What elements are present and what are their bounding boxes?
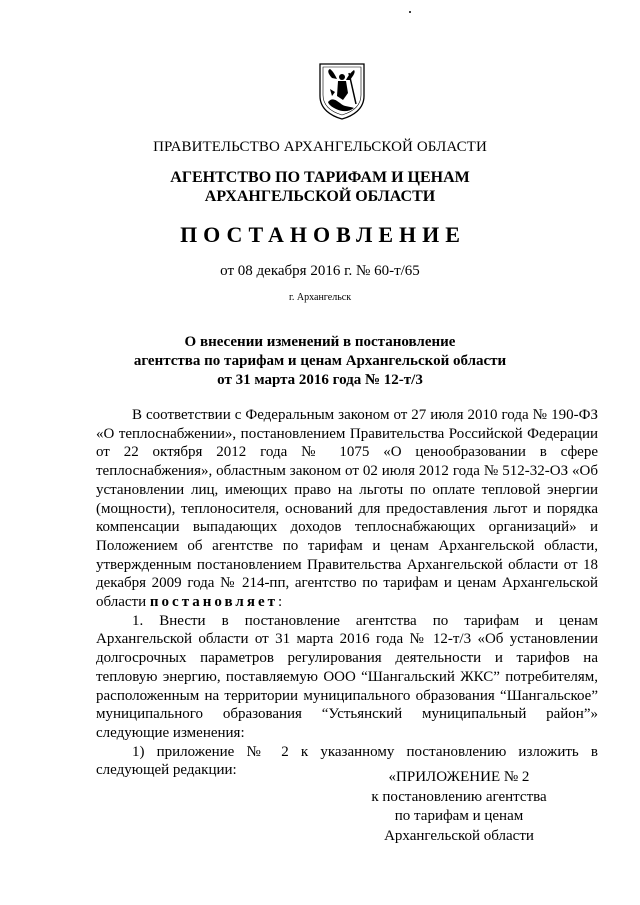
archangel-coat-of-arms-icon (318, 62, 366, 120)
subject-line1: О внесении изменений в постановление (184, 334, 456, 350)
agency-name-line1: АГЕНТСТВО ПО ТАРИФАМ И ЦЕНАМ (170, 169, 470, 186)
agency-name-line2: АРХАНГЕЛЬСКОЙ ОБЛАСТИ (204, 188, 436, 205)
appendix-line4: Архангельской области (384, 827, 534, 844)
decree-keyword: постановляет (149, 594, 278, 611)
preamble-text: В соответствии с Федеральным законом от 27 июля 2010 года № 190-ФЗ «О теплоснабжении», постановлением Правительства Российской Федерации от 22 октября 2012 года № 1075 «О ценообразовании в сфере теплоснабжения», областным законом от 02 июля 2012 года № 512-32-ОЗ «Об установлении лиц, имеющих право на льготы по оплате тепловой энергии (мощности), теплоносителя, оснований для предоставления льгот и порядка компенсации выпадающих доходов теплоснабжающих организаций» и Положением об агентстве по тарифам и ценам Архангельской области, утвержденным постановлением Правительства Архангельской области от 18 декабря 2009 года № 214-пп, агентство по тарифам и ценам Архангельской области (96, 407, 598, 611)
appendix-line1: «ПРИЛОЖЕНИЕ № 2 (388, 769, 530, 785)
document-date-number: от 08 декабря 2016 г. № 60-т/65 (220, 263, 420, 279)
clause-1-paragraph: 1. Внести в постановление агентства по тарифам и ценам Архангельской области от 31 марта 2016 года № 12-т/3 «Об установлении долгосрочных параметров регулирования деятельности и тарифов на тепловую энергию, поставляемую ООО “Шангальский ЖКС” потребителям, расположенным на территории муниципального образования “Шангальское” муниципального образования “Устьянский муниципальный район”» следующие изменения: (96, 612, 598, 741)
document-city: г. Архангельск (288, 292, 352, 303)
agency-name (0, 168, 640, 206)
appendix-header (364, 768, 554, 846)
government-name: ПРАВИТЕЛЬСТВО АРХАНГЕЛЬСКОЙ ОБЛАСТИ (153, 139, 487, 155)
document-body (96, 406, 598, 780)
document-subject (0, 333, 640, 390)
preamble-end: : (278, 594, 283, 611)
preamble-paragraph (96, 406, 598, 612)
subject-line3: от 31 марта 2016 года № 12-т/3 (217, 372, 423, 388)
subject-line2: агентства по тарифам и ценам Архангельской области (133, 353, 507, 369)
appendix-line3: по тарифам и ценам (394, 808, 524, 824)
clause-1-1-paragraph: 1) приложение № 2 к указанному постановлению изложить в следующей редакции: (96, 743, 598, 779)
document-type-title: ПОСТАНОВЛЕНИЕ (180, 222, 466, 247)
appendix-line2: к постановлению агентства (371, 788, 547, 805)
scan-speck (409, 11, 411, 13)
